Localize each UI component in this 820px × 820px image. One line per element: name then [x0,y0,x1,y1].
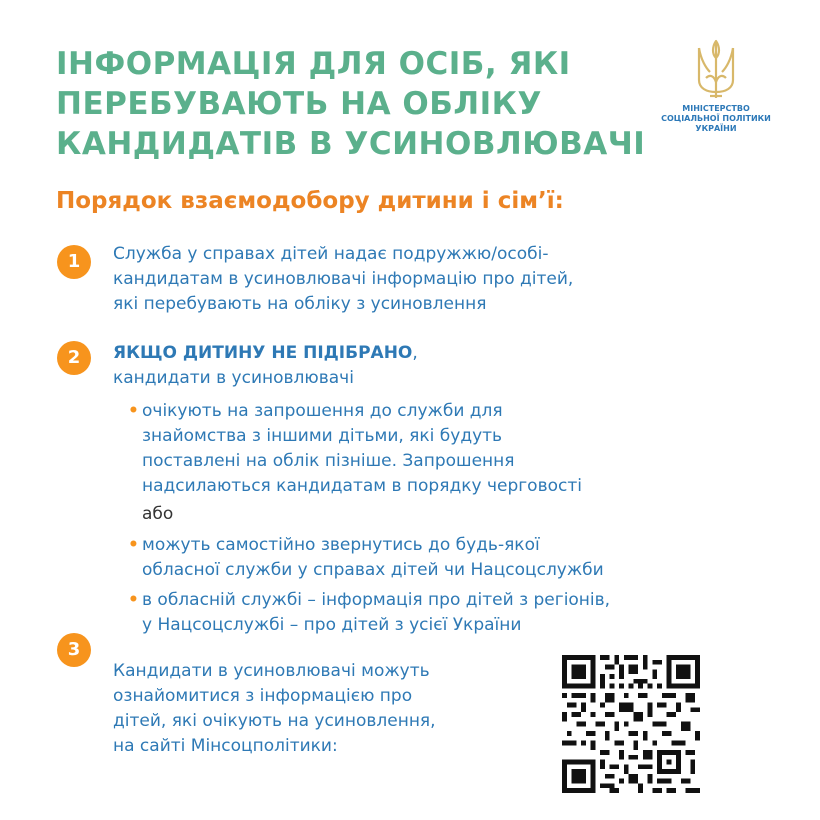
step-3-text [113,659,436,759]
connector-text: або [142,504,174,524]
step-2-heading-line2: кандидати в усиновлювачі [113,368,354,388]
bullet-line: у Нацсоцслужбі – про дітей з усієї України [142,615,522,635]
bullet-line: знайомства з іншими дітьми, які будуть [142,426,503,446]
title-line: ІНФОРМАЦІЯ ДЛЯ ОСІБ, ЯКІ [56,46,571,82]
title-line: КАНДИДАТІВ В УСИНОВЛЮВАЧІ [56,126,646,162]
step-1-badge: 1 [57,245,91,279]
step-2-heading-bold: ЯКЩО ДИТИНУ НЕ ПІДІБРАНО [113,343,413,363]
title-line: ПЕРЕБУВАЮТЬ НА ОБЛІКУ [56,86,542,122]
step-3-badge: 3 [57,633,91,667]
ministry-name: МІНІСТЕРСТВО СОЦІАЛЬНОЇ ПОЛІТИКИ УКРАЇНИ [661,104,771,133]
step-2-heading-rest: , [412,343,418,363]
bullet-line: обласної служби у справах дітей чи Нацсоцслужби [142,560,604,580]
step-1-text [113,242,573,317]
step-1-line: які перебувають на обліку з усиновлення [113,294,487,314]
step-3-line: ознайомитися з інформацією про [113,686,413,706]
step-2-bullet [128,533,604,583]
bullet-dot-icon: • [128,401,139,421]
ministry-logo [658,38,774,134]
bullet-line: можуть самостійно звернутись до будь-якої [142,535,540,555]
step-1-line: кандидатам в усиновлювачі інформацію про дітей, [113,269,574,289]
page-title [56,44,656,164]
step-2-bullet [128,588,611,638]
bullet-line: в обласній службі – інформація про дітей з регіонів, [142,590,611,610]
step-3-line: Кандидати в усиновлювачі можуть [113,661,430,681]
bullet-line: поставлені на облік пізніше. Запрошення [142,451,515,471]
bullet-line: надсилаються кандидатам в порядку черговості [142,476,582,496]
section-subtitle: Порядок взаємодобору дитини і сім’ї: [56,188,564,214]
step-3-line: на сайті Мінсоцполітики: [113,736,338,756]
step-2-heading [113,341,418,391]
step-2-bullet [128,399,582,499]
step-2-badge: 2 [57,341,91,375]
bullet-dot-icon: • [128,590,139,610]
qr-code-icon[interactable] [562,655,700,793]
bullet-line: очікують на запрошення до служби для [142,401,503,421]
tryzub-emblem-icon [692,38,740,100]
bullet-dot-icon: • [128,535,139,555]
step-1-line: Служба у справах дітей надає подружжю/особі- [113,244,549,264]
step-3-line: дітей, які очікують на усиновлення, [113,711,436,731]
